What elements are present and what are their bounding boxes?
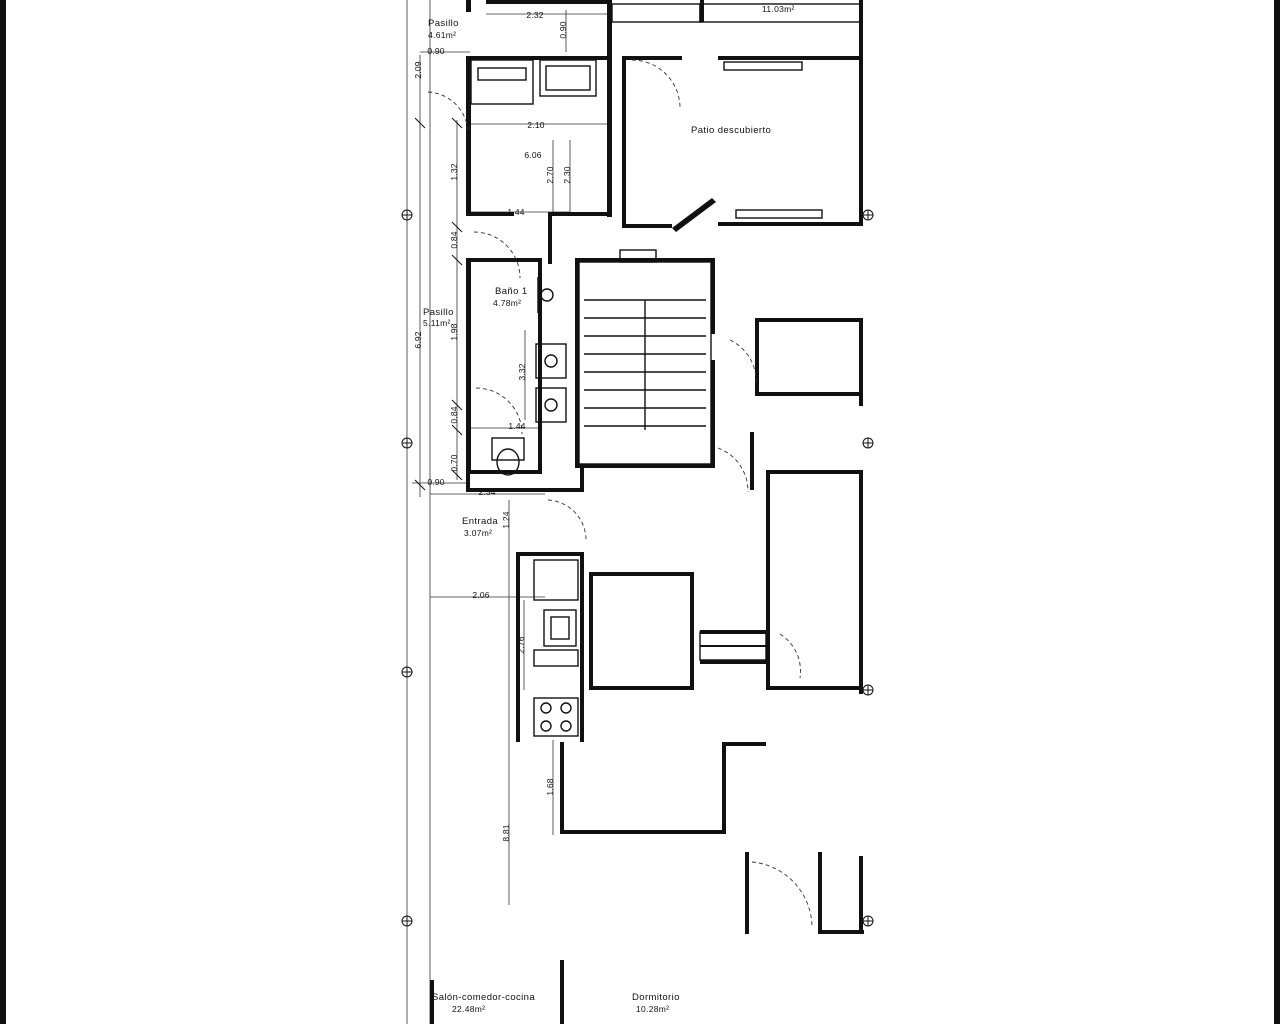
dim-h-5: 1.44 [508, 421, 526, 431]
room-label-salon-area: 22.48m² [452, 1004, 486, 1014]
dim-h-2: 2.10 [527, 120, 545, 130]
dim-v-4: 2.30 [562, 166, 572, 184]
dim-v-8: 3.32 [517, 363, 527, 381]
room-label-entrada-name: Entrada [462, 516, 499, 527]
room-label-pasillo-1-name: Pasillo [428, 18, 459, 29]
dim-v-12: 2.76 [516, 636, 526, 654]
room-label-pasillo-2-area: 5.11m² [423, 318, 451, 328]
room-label-top-area: 11.03m² [762, 4, 795, 14]
dim-v-6: 6.92 [413, 331, 423, 349]
dimension-lines [402, 0, 873, 1024]
dim-v-9: 0.84 [449, 406, 459, 424]
dim-h-7: 2.34 [478, 487, 496, 497]
dim-h-0: 2.32 [526, 10, 544, 20]
room-label-patio-name: Patio descubierto [691, 125, 772, 136]
dim-v-1: 2.09 [413, 61, 423, 79]
room-label-dormitorio-area: 10.28m² [636, 1004, 670, 1014]
room-label-dormitorio-name: Dormitorio [632, 992, 680, 1003]
dim-v-14: 8.81 [501, 824, 511, 842]
dim-v-2: 1.32 [449, 163, 459, 181]
walls [430, 0, 864, 1024]
dim-v-10: 0.70 [449, 454, 459, 472]
room-label-pasillo-2-name: Pasillo [423, 307, 454, 318]
dim-h-4: 1.44 [507, 207, 525, 217]
dim-v-3: 2.70 [545, 166, 555, 184]
dim-h-3: 6.06 [524, 150, 542, 160]
dim-v-13: 1.68 [545, 778, 555, 796]
room-label-pasillo-1-area: 4.61m² [428, 30, 457, 40]
dim-h-8: 2.06 [472, 590, 490, 600]
room-label-entrada-area: 3.07m² [464, 528, 493, 538]
dim-v-11: 1.24 [501, 511, 511, 529]
dim-v-5: 0.84 [449, 231, 459, 249]
dim-h-6: 0.90 [427, 477, 445, 487]
dim-v-0: 0.90 [558, 21, 568, 39]
dim-h-1: 0.90 [427, 46, 445, 56]
fixtures-and-furniture [471, 4, 860, 736]
room-label-bano-area: 4.78m² [493, 298, 522, 308]
room-label-bano-name: Baño 1 [495, 286, 528, 297]
dimension-labels [413, 10, 572, 842]
room-label-salon-name: Salón-comedor-cocina [432, 992, 536, 1003]
dim-v-7: 1.98 [449, 323, 459, 341]
